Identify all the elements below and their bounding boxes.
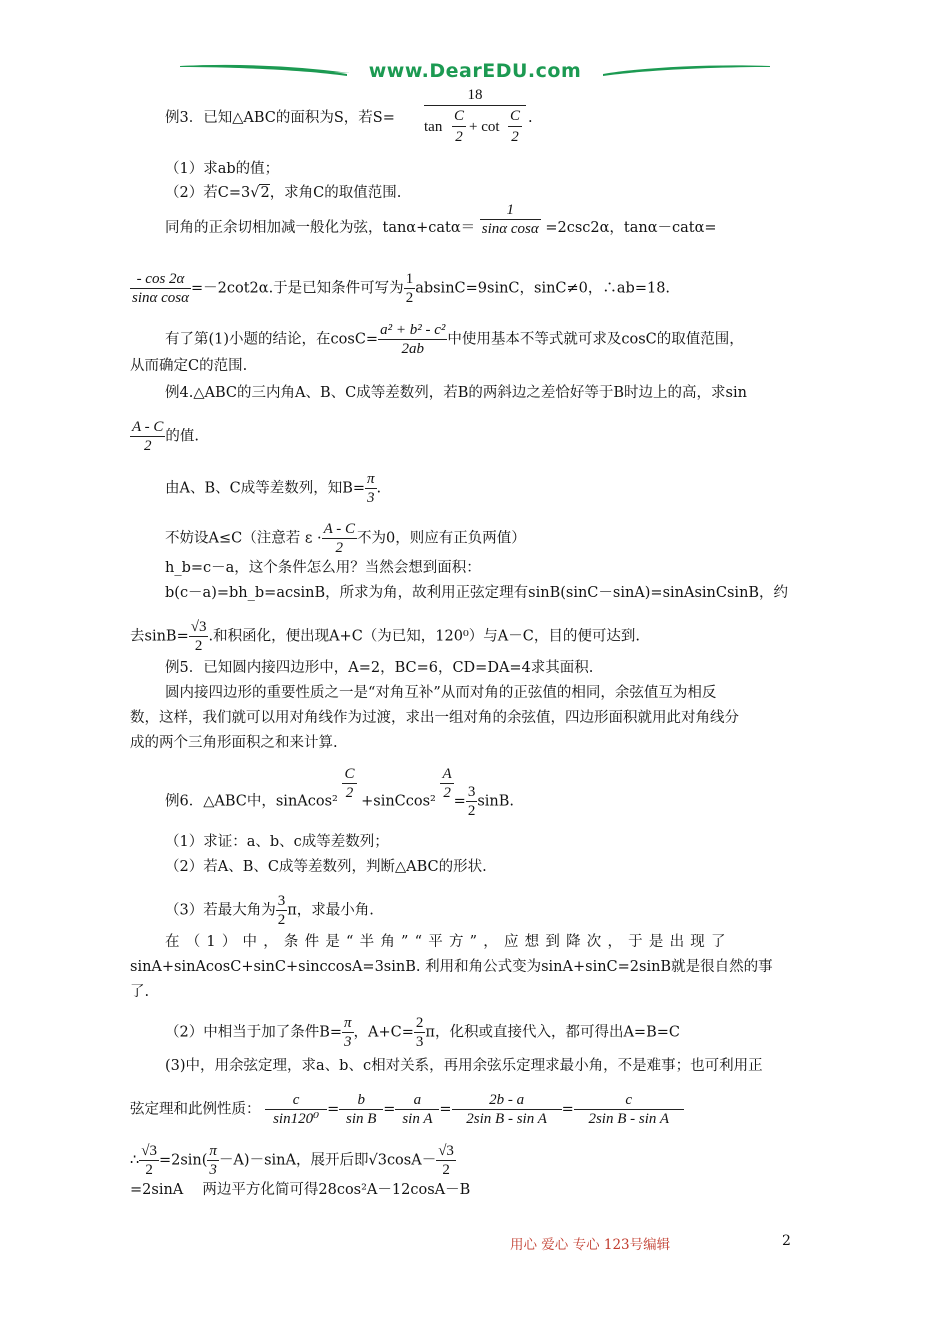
n: a² + b² - c² <box>380 322 446 338</box>
d: 2sin B - sin A <box>588 1111 670 1127</box>
n: π <box>344 1015 352 1031</box>
t: （2）若C=3 <box>165 185 251 201</box>
para1 <box>165 201 717 238</box>
q1: （1）求ab的值； <box>165 161 280 177</box>
two2: 2 <box>511 129 519 145</box>
q2: （2）若C=3√2，求角C的取值范围. <box>165 185 402 201</box>
para12 <box>165 1014 680 1051</box>
n: √3 <box>141 1143 157 1159</box>
tan: tan <box>424 119 443 135</box>
d: 2 <box>443 785 451 801</box>
t: 去sinB= <box>130 628 189 645</box>
t: 由A、B、C成等差数列，知B= <box>165 480 366 497</box>
cot: + cot <box>469 119 500 135</box>
t: 的值. <box>165 428 200 445</box>
ex3-line <box>165 108 395 128</box>
para14: 弦定理和此例性质： $\frac{c}{\text{sin120⁰}}$ = $\frac{b}{\text{sin B}}$ = $\frac{a}{\text{sin A}}$ = $\frac{2b - a}{\text{2sin B - sin A}}$ = $\frac{c}{\text{2sin B - sin A}}$ <box>130 1091 684 1128</box>
ex6-2: （2）若A、B、C成等差数列，判断△ABC的形状. <box>165 859 487 875</box>
t: 弦定理和此例性质： <box>130 1101 261 1118</box>
d: 3 <box>415 1034 424 1050</box>
t: .和积函化，便出现A+C（为已知，120⁰）与A－C，目的便可达到. <box>208 628 640 645</box>
d: 2 <box>405 290 414 306</box>
n: b <box>339 1091 383 1110</box>
n: 1 <box>405 271 414 287</box>
t: （3）若最大角为 <box>165 902 276 919</box>
n: - cos 2α <box>130 270 191 289</box>
c2: C <box>508 106 522 127</box>
para7: b(c－a)=bh_b=acsinB，所求为角，故利用正弦定理有sinB(sinC－sinA)=sinAsinCsinB，约 <box>165 585 789 601</box>
para3 <box>165 321 744 358</box>
t: sinB. <box>477 793 514 810</box>
n: a <box>395 1091 439 1110</box>
t: π，化积或直接代入，都可得出A=B=C <box>425 1024 680 1041</box>
n: c <box>265 1091 327 1110</box>
n: A - C <box>132 419 164 435</box>
d: 3 <box>209 1162 217 1178</box>
d: sin B <box>346 1111 377 1127</box>
n: √3 <box>438 1143 454 1159</box>
ex5: 例5．已知圆内接四边形中，A=2，BC=6，CD=DA=4求其面积. <box>165 660 594 676</box>
para3b: 从而确定C的范围. <box>130 358 248 374</box>
para5 <box>165 520 526 557</box>
d: 3 <box>367 490 375 506</box>
d: sin A <box>402 1111 433 1127</box>
para16: =2sinA 两边平方化简可得28cos²A－12cosA－B <box>130 1182 471 1198</box>
para10: sinA+sinAcosC+sinC+sinccosA=3sinB. 利用和角公式变为sinA+sinC=2sinB就是很自然的事 <box>130 959 773 975</box>
t: ，A+C= <box>353 1024 414 1041</box>
n: A <box>442 766 452 782</box>
n: A - C <box>323 521 355 537</box>
d: 2 <box>442 1162 450 1178</box>
d: 3 <box>344 1034 352 1050</box>
t: －A)－sinA，展开后即 <box>218 1152 369 1169</box>
t: √3 <box>368 1152 387 1169</box>
t: 不为0，则应有正负两值） <box>356 530 526 547</box>
ex6 <box>165 766 514 820</box>
para11: 了. <box>130 984 150 1000</box>
t: =－2cot2α.于是已知条件可写为 <box>191 280 404 297</box>
d: 2sin B - sin A <box>466 1111 547 1127</box>
t: ∴ <box>130 1152 140 1169</box>
ex5c: 成的两个三角形面积之和来计算. <box>130 735 338 751</box>
ex6-3 <box>165 892 374 929</box>
t: 同角的正余切相加减一般化为弦，tanα+catα＝ <box>165 220 476 236</box>
t: 中使用基本不等式就可求及cosC的取值范围， <box>447 331 744 348</box>
site-header <box>175 58 775 88</box>
para4 <box>165 470 381 507</box>
text: 例3．已知△ABC的面积为S，若S= <box>165 110 395 126</box>
d: sin120⁰ <box>273 1111 320 1127</box>
n: C <box>344 766 355 782</box>
two1: 2 <box>455 129 463 145</box>
page-number: 2 <box>782 1233 791 1249</box>
t: 有了第(1)小题的结论，在cosC= <box>165 331 379 348</box>
t: =2sin( <box>158 1152 208 1169</box>
n: 3 <box>277 893 286 909</box>
t: absinC=9sinC，sinC≠0，∴ab=18. <box>415 280 671 297</box>
t: =2csc2α，tanα－catα= <box>545 220 717 236</box>
n: √3 <box>190 619 207 635</box>
ex6-1: （1）求证：a、b、c成等差数列； <box>165 834 389 850</box>
n: 1 <box>480 201 541 220</box>
t: π，求最小角. <box>287 902 374 919</box>
para15 <box>130 1142 456 1179</box>
t: = <box>453 793 466 810</box>
sqrt2: 2 <box>260 185 270 201</box>
n: c <box>574 1091 684 1110</box>
d: 2 <box>335 540 344 556</box>
d: 2 <box>145 1162 153 1178</box>
d: 2ab <box>401 341 424 357</box>
para13: (3)中，用余弦定理，求a、b、c相对关系，再用余弦乐定理求最小角，不是难事；也可利用正 <box>165 1058 763 1074</box>
d: 2 <box>194 638 203 654</box>
ex5a: 圆内接四边形的重要性质之一是“对角互补”从而对角的正弦值的相同，余弦值互为相反 <box>165 685 717 701</box>
t: 不妨设A≤C（注意若 ε · <box>165 530 322 547</box>
ex3-num: 18 <box>424 85 526 106</box>
t: （2）中相当于加了条件B= <box>165 1024 343 1041</box>
t: 例6．△ABC中，sinAcos² <box>165 793 338 810</box>
d: 2 <box>467 803 476 819</box>
n: π <box>209 1143 217 1159</box>
n: 3 <box>467 784 476 800</box>
d: 2 <box>143 438 152 454</box>
dot: . <box>528 110 533 126</box>
site-logo[interactable]: www.DearEDU.com <box>368 60 582 82</box>
para6: h_b=c－a，这个条件怎么用？当然会想到面积： <box>165 560 481 576</box>
ex4: 例4.△ABC的三内角A、B、C成等差数列，若B的两斜边之差恰好等于B时边上的高，求sin <box>165 385 747 401</box>
c1: C <box>452 106 466 127</box>
d: sinα cosα <box>132 290 189 306</box>
ex5b: 数，这样，我们就可以用对角线作为过渡，求出一组对角的余弦值，四边形面积就用此对角线分 <box>130 710 739 726</box>
para9: 在（1）中，条件是“半角”“平方”，应想到降次，于是出现了 <box>165 934 732 950</box>
n: 2b - a <box>452 1091 562 1110</box>
n: 2 <box>415 1015 424 1031</box>
t: cosA－ <box>386 1152 437 1169</box>
t: ，求角C的取值范围. <box>269 185 402 201</box>
para2 <box>130 270 670 307</box>
ex4b <box>130 418 199 455</box>
footer-text: 用心 爱心 专心 123号编辑 <box>510 1237 671 1253</box>
t: . <box>376 480 382 497</box>
d: 2 <box>277 912 286 928</box>
para8 <box>130 618 640 655</box>
d: 2 <box>345 785 354 801</box>
n: π <box>367 471 375 487</box>
t: +sinCcos² <box>361 793 436 810</box>
ex3-fraction <box>424 85 526 150</box>
d: sinα cosα <box>481 220 539 237</box>
